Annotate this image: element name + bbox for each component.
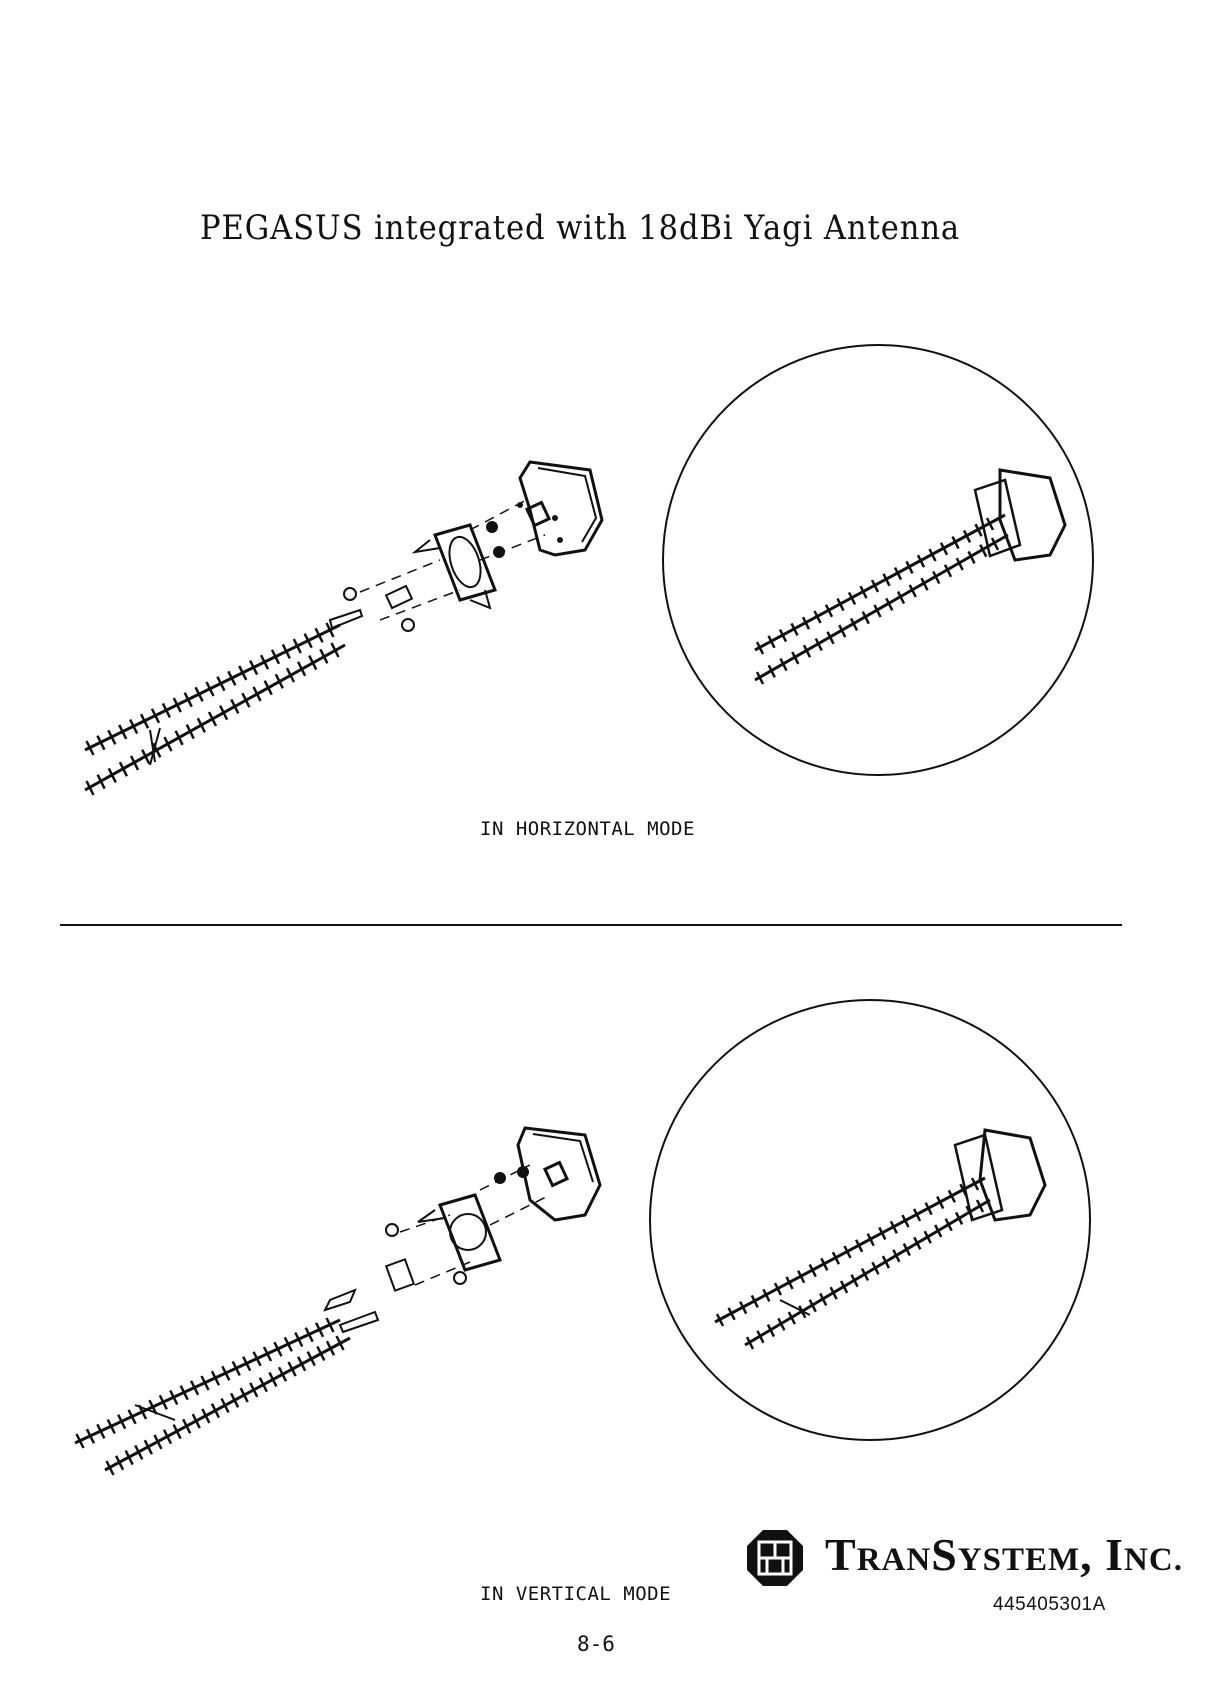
- vertical-assembled-antenna: [715, 1130, 1045, 1345]
- company-name-ystem: YSTEM: [957, 1542, 1081, 1578]
- vertical-inset-circle: [650, 1000, 1090, 1440]
- company-name-ran: RAN: [856, 1542, 932, 1578]
- vertical-exploded-assembly: [75, 1128, 600, 1470]
- yagi-directors-inset-bottom: [717, 1178, 983, 1349]
- company-name-comma: ,: [1080, 1529, 1106, 1580]
- company-name-i: I: [1105, 1529, 1125, 1580]
- company-name-s: S: [931, 1529, 958, 1580]
- company-name: [825, 1528, 1183, 1581]
- page-title: PEGASUS integrated with 18dBi Yagi Antenna: [200, 208, 961, 248]
- yagi-directors-bottom: [77, 1318, 344, 1475]
- page-number: 8-6: [577, 1632, 615, 1656]
- company-name-nc: NC.: [1124, 1542, 1183, 1578]
- document-number: 445405301A: [993, 1594, 1106, 1615]
- transystem-logo-icon: [745, 1528, 805, 1588]
- vertical-mode-caption: IN VERTICAL MODE: [480, 1583, 672, 1605]
- company-name-t: T: [825, 1529, 857, 1580]
- horizontal-mode-caption: IN HORIZONTAL MODE: [480, 818, 695, 840]
